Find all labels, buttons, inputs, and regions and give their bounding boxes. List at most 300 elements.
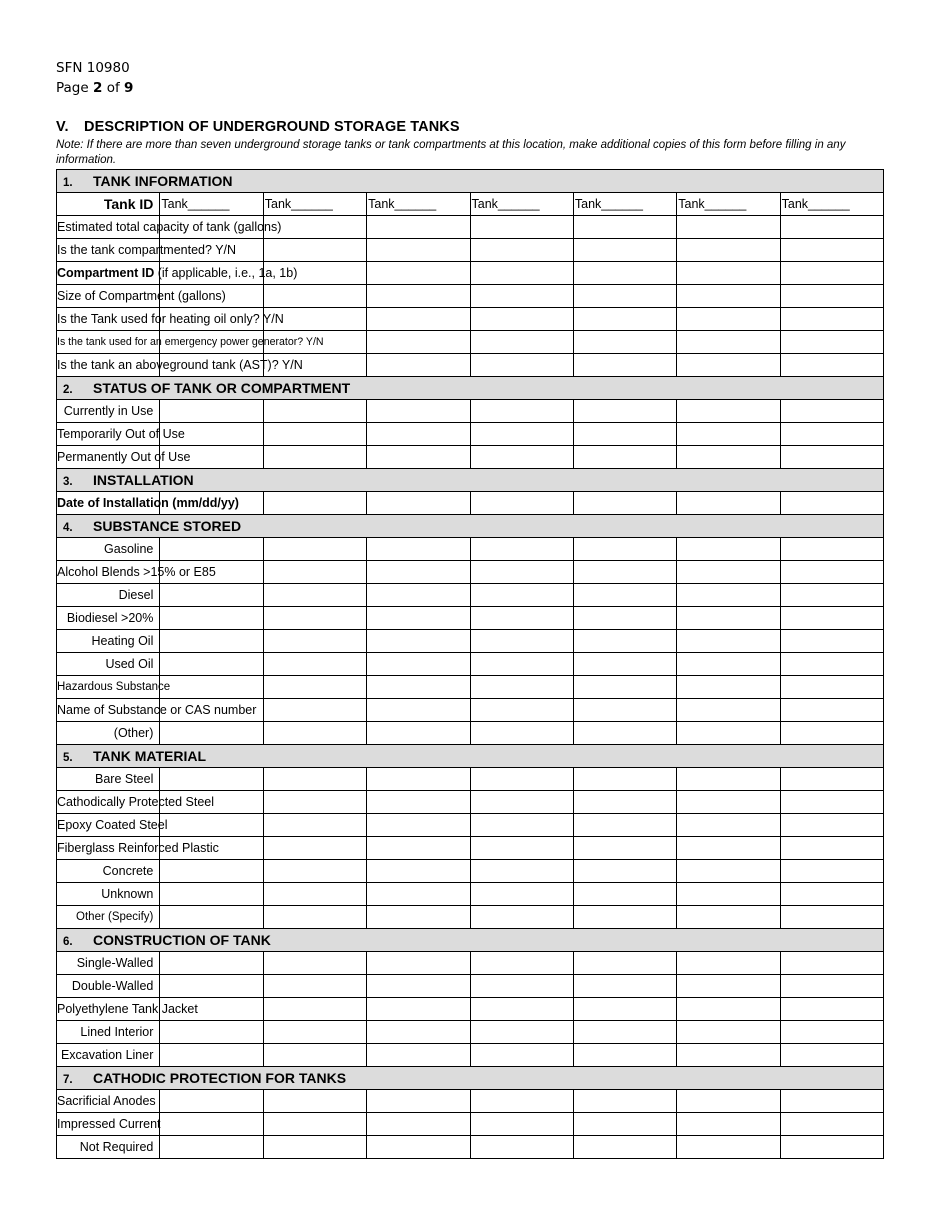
form-row <box>57 607 884 630</box>
row-label: Is the Tank used for heating oil only? Y/N <box>57 308 160 331</box>
tank-entry-cell[interactable] <box>470 630 573 653</box>
tank-entry-cell[interactable] <box>573 446 676 469</box>
tank-entry-cell[interactable] <box>263 1136 366 1159</box>
tank-entry-cell[interactable] <box>573 331 676 354</box>
page-total: 9 <box>124 80 134 96</box>
tank-entry-cell[interactable] <box>160 1136 263 1159</box>
tank-entry-cell[interactable] <box>470 699 573 722</box>
row-label: Currently in Use <box>57 400 160 423</box>
form-row <box>57 1136 884 1159</box>
row-label <box>57 492 239 515</box>
tank-entry-cell[interactable] <box>573 308 676 331</box>
group-header-cell <box>57 929 884 952</box>
tank-entry-cell[interactable] <box>677 653 780 676</box>
tank-entry-cell[interactable] <box>780 653 883 676</box>
tank-id-field[interactable]: Tank______ <box>263 193 366 216</box>
group-header <box>57 929 884 952</box>
tank-entry-cell[interactable] <box>780 883 883 906</box>
tank-entry-cell[interactable] <box>470 331 573 354</box>
tank-entry-cell[interactable] <box>780 331 883 354</box>
tank-entry-cell[interactable] <box>573 1021 676 1044</box>
tank-entry-cell[interactable] <box>470 1090 573 1113</box>
tank-entry-cell[interactable] <box>367 216 470 239</box>
tank-entry-cell[interactable] <box>573 216 676 239</box>
tank-entry-cell[interactable] <box>160 653 263 676</box>
tank-entry-cell[interactable] <box>160 975 263 998</box>
tank-entry-cell[interactable] <box>367 1113 470 1136</box>
tank-entry-cell[interactable] <box>470 653 573 676</box>
tank-entry-cell[interactable] <box>780 1021 883 1044</box>
tank-entry-cell[interactable] <box>573 653 676 676</box>
row-label: Diesel <box>57 584 160 607</box>
tank-entry-cell[interactable] <box>677 561 780 584</box>
group-number: 2. <box>63 384 73 396</box>
tank-entry-cell[interactable] <box>263 584 366 607</box>
group-header <box>57 745 884 768</box>
tank-entry-cell[interactable] <box>780 952 883 975</box>
tank-entry-cell[interactable] <box>263 492 366 515</box>
tank-id-row <box>57 193 884 216</box>
tank-entry-cell[interactable] <box>160 768 263 791</box>
tank-entry-cell[interactable] <box>780 584 883 607</box>
form-row <box>57 331 884 354</box>
tank-entry-cell[interactable] <box>470 216 573 239</box>
tank-entry-cell[interactable] <box>780 561 883 584</box>
tank-entry-cell[interactable] <box>573 1044 676 1067</box>
form-row <box>57 952 884 975</box>
tank-entry-cell[interactable] <box>470 676 573 699</box>
tank-entry-cell[interactable] <box>470 239 573 262</box>
tank-entry-cell[interactable] <box>677 423 780 446</box>
tank-entry-cell[interactable] <box>780 239 883 262</box>
tank-entry-cell[interactable] <box>367 1021 470 1044</box>
tank-entry-cell[interactable] <box>780 768 883 791</box>
tank-entry-cell[interactable] <box>677 676 780 699</box>
tank-entry-cell[interactable] <box>573 584 676 607</box>
tank-entry-cell[interactable] <box>470 584 573 607</box>
tank-entry-cell[interactable] <box>160 538 263 561</box>
tank-entry-cell[interactable] <box>367 814 470 837</box>
tank-entry-cell[interactable] <box>677 331 780 354</box>
row-label: Excavation Liner <box>57 1044 160 1067</box>
tank-entry-cell[interactable] <box>263 561 366 584</box>
tank-entry-cell[interactable] <box>367 492 470 515</box>
group-header-cell <box>57 469 884 492</box>
tank-entry-cell[interactable] <box>780 262 883 285</box>
tank-entry-cell[interactable] <box>677 607 780 630</box>
tank-entry-cell[interactable] <box>367 860 470 883</box>
tank-entry-cell[interactable] <box>160 607 263 630</box>
tank-entry-cell[interactable] <box>470 1021 573 1044</box>
tank-entry-cell[interactable] <box>677 584 780 607</box>
tank-entry-cell[interactable] <box>470 768 573 791</box>
tank-entry-cell[interactable] <box>367 1044 470 1067</box>
tank-entry-cell[interactable] <box>263 285 366 308</box>
tank-entry-cell[interactable] <box>780 216 883 239</box>
tank-entry-cell[interactable] <box>677 998 780 1021</box>
group-title: TANK MATERIAL <box>93 748 207 764</box>
tank-entry-cell[interactable] <box>780 699 883 722</box>
group-header-cell <box>57 1067 884 1090</box>
tank-entry-cell[interactable] <box>263 1113 366 1136</box>
row-label: Cathodically Protected Steel <box>57 791 160 814</box>
tank-entry-cell[interactable] <box>677 860 780 883</box>
tank-entry-cell[interactable] <box>263 607 366 630</box>
tank-entry-cell[interactable] <box>780 400 883 423</box>
tank-entry-cell[interactable] <box>263 791 366 814</box>
tank-entry-cell[interactable] <box>573 262 676 285</box>
tank-entry-cell[interactable] <box>677 354 780 377</box>
tank-entry-cell[interactable] <box>160 584 263 607</box>
tank-entry-cell[interactable] <box>263 998 366 1021</box>
tank-id-field[interactable]: Tank______ <box>470 193 573 216</box>
row-label: Fiberglass Reinforced Plastic <box>57 837 160 860</box>
tank-entry-cell[interactable] <box>677 1021 780 1044</box>
tank-entry-cell[interactable] <box>263 952 366 975</box>
form-row <box>57 883 884 906</box>
tank-entry-cell[interactable] <box>263 676 366 699</box>
form-row <box>57 492 884 515</box>
tank-entry-cell[interactable] <box>780 975 883 998</box>
tank-entry-cell[interactable] <box>367 722 470 745</box>
form-row <box>57 561 884 584</box>
tank-entry-cell[interactable] <box>367 331 470 354</box>
tank-entry-cell[interactable] <box>780 607 883 630</box>
tank-entry-cell[interactable] <box>470 906 573 929</box>
tank-entry-cell[interactable] <box>470 423 573 446</box>
tank-entry-cell[interactable] <box>367 906 470 929</box>
tank-entry-cell[interactable] <box>263 722 366 745</box>
tank-entry-cell[interactable] <box>263 860 366 883</box>
tank-entry-cell[interactable] <box>263 1021 366 1044</box>
tank-entry-cell[interactable] <box>470 561 573 584</box>
tank-entry-cell[interactable] <box>160 1113 263 1136</box>
group-header-cell <box>57 515 884 538</box>
tank-entry-cell[interactable] <box>780 1090 883 1113</box>
tank-entry-cell[interactable] <box>780 446 883 469</box>
form-row <box>57 354 884 377</box>
tank-entry-cell[interactable] <box>573 791 676 814</box>
tank-entry-cell[interactable] <box>160 906 263 929</box>
tank-entry-cell[interactable] <box>160 630 263 653</box>
tank-entry-cell[interactable] <box>573 699 676 722</box>
tank-entry-cell[interactable] <box>470 975 573 998</box>
row-label: Size of Compartment (gallons) <box>57 285 160 308</box>
tank-entry-cell[interactable] <box>573 538 676 561</box>
tank-entry-cell[interactable] <box>367 607 470 630</box>
row-label: Gasoline <box>57 538 160 561</box>
tank-entry-cell[interactable] <box>677 538 780 561</box>
tank-entry-cell[interactable] <box>160 814 263 837</box>
tank-entry-cell[interactable] <box>367 446 470 469</box>
tank-entry-cell[interactable] <box>573 607 676 630</box>
tank-entry-cell[interactable] <box>263 538 366 561</box>
form-row <box>57 1021 884 1044</box>
tank-entry-cell[interactable] <box>677 446 780 469</box>
tank-entry-cell[interactable] <box>160 952 263 975</box>
tank-entry-cell[interactable] <box>470 492 573 515</box>
tank-entry-cell[interactable] <box>263 975 366 998</box>
tank-entry-cell[interactable] <box>470 837 573 860</box>
installation-date-label: Date of Installation (mm/dd/yy) <box>57 496 239 510</box>
row-label: Heating Oil <box>57 630 160 653</box>
tank-entry-cell[interactable] <box>780 354 883 377</box>
tank-entry-cell[interactable] <box>263 1044 366 1067</box>
tank-entry-cell[interactable] <box>573 722 676 745</box>
tank-entry-cell[interactable] <box>367 285 470 308</box>
group-title: CONSTRUCTION OF TANK <box>93 932 271 948</box>
tank-entry-cell[interactable] <box>263 1090 366 1113</box>
tank-entry-cell[interactable] <box>470 860 573 883</box>
tank-entry-cell[interactable] <box>677 768 780 791</box>
tank-entry-cell[interactable] <box>780 906 883 929</box>
group-header <box>57 469 884 492</box>
form-row <box>57 423 884 446</box>
tank-entry-cell[interactable] <box>263 768 366 791</box>
row-label: Temporarily Out of Use <box>57 423 160 446</box>
tank-entry-cell[interactable] <box>263 814 366 837</box>
tank-entry-cell[interactable] <box>367 975 470 998</box>
tank-entry-cell[interactable] <box>677 630 780 653</box>
tank-entry-cell[interactable] <box>573 837 676 860</box>
tank-entry-cell[interactable] <box>367 262 470 285</box>
tank-entry-cell[interactable] <box>780 1136 883 1159</box>
tank-entry-cell[interactable] <box>470 446 573 469</box>
tank-entry-cell[interactable] <box>780 1044 883 1067</box>
tank-entry-cell[interactable] <box>677 1113 780 1136</box>
tank-entry-cell[interactable] <box>367 699 470 722</box>
tank-entry-cell[interactable] <box>677 952 780 975</box>
tank-entry-cell[interactable] <box>573 400 676 423</box>
tank-entry-cell[interactable] <box>367 308 470 331</box>
tank-entry-cell[interactable] <box>367 538 470 561</box>
section-note: Note: If there are more than seven underground storage tanks or tank compartments at this location, make additional copies of this form before filling in any information. <box>56 139 846 166</box>
section-title: V. DESCRIPTION OF UNDERGROUND STORAGE TANKS <box>56 119 460 135</box>
group-number: 4. <box>63 522 73 534</box>
tank-entry-cell[interactable] <box>160 860 263 883</box>
tank-entry-cell[interactable] <box>573 1090 676 1113</box>
tank-entry-cell[interactable] <box>367 354 470 377</box>
tank-entry-cell[interactable] <box>573 239 676 262</box>
tank-entry-cell[interactable] <box>470 1044 573 1067</box>
tank-entry-cell[interactable] <box>573 285 676 308</box>
tank-entry-cell[interactable] <box>573 561 676 584</box>
form-header <box>56 58 133 98</box>
tank-entry-cell[interactable] <box>677 837 780 860</box>
tank-entry-cell[interactable] <box>677 1090 780 1113</box>
tank-entry-cell[interactable] <box>263 906 366 929</box>
tank-entry-cell[interactable] <box>677 722 780 745</box>
tank-entry-cell[interactable] <box>780 998 883 1021</box>
tank-entry-cell[interactable] <box>573 814 676 837</box>
tank-entry-cell[interactable] <box>677 814 780 837</box>
tank-id-field[interactable]: Tank______ <box>573 193 676 216</box>
tank-entry-cell[interactable] <box>780 814 883 837</box>
tank-entry-cell[interactable] <box>677 216 780 239</box>
tank-entry-cell[interactable] <box>677 699 780 722</box>
tank-entry-cell[interactable] <box>367 423 470 446</box>
tank-entry-cell[interactable] <box>367 653 470 676</box>
form-row <box>57 768 884 791</box>
tank-entry-cell[interactable] <box>367 561 470 584</box>
tank-entry-cell[interactable] <box>677 308 780 331</box>
row-label: Unknown <box>57 883 160 906</box>
form-row <box>57 699 884 722</box>
tank-entry-cell[interactable] <box>367 676 470 699</box>
tank-entry-cell[interactable] <box>470 400 573 423</box>
tank-entry-cell[interactable] <box>367 883 470 906</box>
row-label: Used Oil <box>57 653 160 676</box>
form-row <box>57 722 884 745</box>
tank-entry-cell[interactable] <box>470 354 573 377</box>
tank-entry-cell[interactable] <box>367 630 470 653</box>
form-row <box>57 975 884 998</box>
form-row <box>57 653 884 676</box>
form-row <box>57 1090 884 1113</box>
tank-entry-cell[interactable] <box>573 676 676 699</box>
tank-entry-cell[interactable] <box>263 630 366 653</box>
row-label: (Other) <box>57 722 160 745</box>
tank-entry-cell[interactable] <box>780 791 883 814</box>
tank-entry-cell[interactable] <box>367 998 470 1021</box>
tank-entry-cell[interactable] <box>470 722 573 745</box>
tank-entry-cell[interactable] <box>263 400 366 423</box>
tank-id-field[interactable]: Tank______ <box>677 193 780 216</box>
tank-entry-cell[interactable] <box>573 492 676 515</box>
tank-entry-cell[interactable] <box>780 1113 883 1136</box>
tank-id-label: Tank ID <box>57 193 160 216</box>
tank-entry-cell[interactable] <box>367 1136 470 1159</box>
tank-entry-cell[interactable] <box>573 906 676 929</box>
group-number: 1. <box>63 177 73 189</box>
group-header <box>57 170 884 193</box>
row-label: Double-Walled <box>57 975 160 998</box>
tank-entry-cell[interactable] <box>677 883 780 906</box>
tank-entry-cell[interactable] <box>160 1021 263 1044</box>
form-row <box>57 584 884 607</box>
tank-entry-cell[interactable] <box>263 653 366 676</box>
tank-entry-cell[interactable] <box>780 630 883 653</box>
tank-entry-cell[interactable] <box>780 722 883 745</box>
tank-entry-cell[interactable] <box>677 1044 780 1067</box>
tank-entry-cell[interactable] <box>263 239 366 262</box>
tank-entry-cell[interactable] <box>367 837 470 860</box>
tank-entry-cell[interactable] <box>470 538 573 561</box>
tank-entry-cell[interactable] <box>677 285 780 308</box>
tank-entry-cell[interactable] <box>263 883 366 906</box>
tank-entry-cell[interactable] <box>677 400 780 423</box>
tank-entry-cell[interactable] <box>573 354 676 377</box>
tank-entry-cell[interactable] <box>573 860 676 883</box>
group-header <box>57 515 884 538</box>
tank-entry-cell[interactable] <box>470 998 573 1021</box>
tank-entry-cell[interactable] <box>677 492 780 515</box>
row-label: Is the tank compartmented? Y/N <box>57 239 160 262</box>
form-row <box>57 216 884 239</box>
tank-entry-cell[interactable] <box>470 952 573 975</box>
tank-entry-cell[interactable] <box>263 423 366 446</box>
tank-entry-cell[interactable] <box>780 492 883 515</box>
tank-entry-cell[interactable] <box>367 791 470 814</box>
tank-entry-cell[interactable] <box>367 239 470 262</box>
tank-entry-cell[interactable] <box>367 952 470 975</box>
row-label: Single-Walled <box>57 952 160 975</box>
tank-entry-cell[interactable] <box>470 607 573 630</box>
tank-id-field[interactable]: Tank______ <box>780 193 883 216</box>
tank-entry-cell[interactable] <box>677 975 780 998</box>
tank-entry-cell[interactable] <box>780 285 883 308</box>
tank-entry-cell[interactable] <box>160 676 263 699</box>
tank-entry-cell[interactable] <box>160 400 263 423</box>
group-number: 6. <box>63 936 73 948</box>
tank-entry-cell[interactable] <box>470 1113 573 1136</box>
tank-entry-cell[interactable] <box>573 1113 676 1136</box>
tank-entry-cell[interactable] <box>160 1090 263 1113</box>
tank-entry-cell[interactable] <box>573 423 676 446</box>
tank-entry-cell[interactable] <box>573 630 676 653</box>
tank-entry-cell[interactable] <box>677 791 780 814</box>
row-label: Impressed Current <box>57 1113 160 1136</box>
group-number: 5. <box>63 752 73 764</box>
tank-entry-cell[interactable] <box>367 768 470 791</box>
tank-entry-cell[interactable] <box>677 262 780 285</box>
tank-entry-cell[interactable] <box>573 975 676 998</box>
group-title: CATHODIC PROTECTION FOR TANKS <box>93 1070 347 1086</box>
group-title: SUBSTANCE STORED <box>93 518 242 534</box>
tank-id-field[interactable]: Tank______ <box>367 193 470 216</box>
tank-entry-cell[interactable] <box>367 1090 470 1113</box>
form-row <box>57 538 884 561</box>
tank-entry-cell[interactable] <box>160 1044 263 1067</box>
tank-entry-cell[interactable] <box>367 584 470 607</box>
tank-entry-cell[interactable] <box>470 883 573 906</box>
tank-entry-cell[interactable] <box>573 768 676 791</box>
form-row <box>57 1044 884 1067</box>
tank-entry-cell[interactable] <box>573 1136 676 1159</box>
group-number: 3. <box>63 476 73 488</box>
tank-entry-cell[interactable] <box>367 400 470 423</box>
tank-entry-cell[interactable] <box>263 837 366 860</box>
tank-entry-cell[interactable] <box>470 285 573 308</box>
tank-entry-cell[interactable] <box>160 722 263 745</box>
tank-entry-cell[interactable] <box>780 538 883 561</box>
tank-entry-cell[interactable] <box>470 1136 573 1159</box>
tank-entry-cell[interactable] <box>573 998 676 1021</box>
row-label: Biodiesel >20% <box>57 607 160 630</box>
tank-entry-cell[interactable] <box>263 699 366 722</box>
tank-entry-cell[interactable] <box>780 676 883 699</box>
row-label: Bare Steel <box>57 768 160 791</box>
tank-entry-cell[interactable] <box>780 837 883 860</box>
tank-entry-cell[interactable] <box>470 308 573 331</box>
tank-entry-cell[interactable] <box>677 1136 780 1159</box>
tank-entry-cell[interactable] <box>160 883 263 906</box>
tank-entry-cell[interactable] <box>677 239 780 262</box>
tank-entry-cell[interactable] <box>573 883 676 906</box>
tank-entry-cell[interactable] <box>780 423 883 446</box>
tank-entry-cell[interactable] <box>780 308 883 331</box>
tank-entry-cell[interactable] <box>263 446 366 469</box>
row-label: Other (Specify) <box>57 906 160 929</box>
form-row <box>57 285 884 308</box>
tank-id-field[interactable]: Tank______ <box>160 193 263 216</box>
tank-entry-cell[interactable] <box>573 952 676 975</box>
tank-entry-cell[interactable] <box>780 860 883 883</box>
tank-entry-cell[interactable] <box>470 791 573 814</box>
tank-entry-cell[interactable] <box>470 262 573 285</box>
tank-entry-cell[interactable] <box>470 814 573 837</box>
tank-entry-cell[interactable] <box>677 906 780 929</box>
